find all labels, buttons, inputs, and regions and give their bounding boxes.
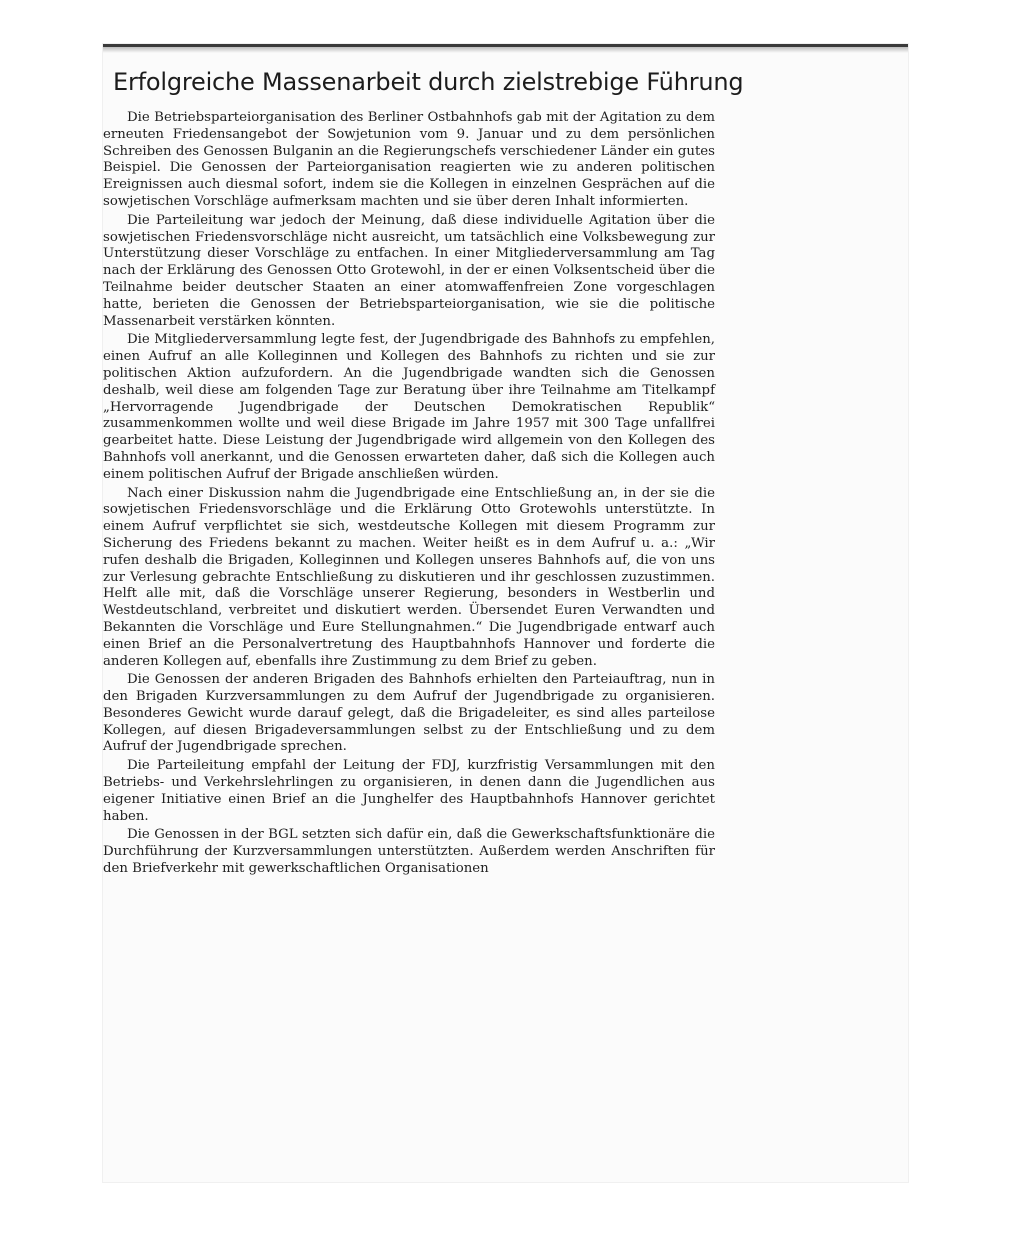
article bbox=[103, 68, 744, 880]
paragraph-6: Die Parteileitung empfahl der Leitung der FDJ, kurzfristig Versammlungen mit den Betriebs- und Verkehrslehrlingen zu organisieren, in denen dann die Jugendlichen aus eigener Initiative einen Brief an die Junghelfer des Hauptbahnhofs Hannover gerichtet haben. bbox=[103, 758, 715, 824]
article-title: Erfolgreiche Massenarbeit durch zielstrebige Führung bbox=[113, 68, 744, 96]
paragraph-4: Nach einer Diskussion nahm die Jugendbrigade eine Entschließung an, in der sie die sowjetischen Friedensvorschläge und die Erklärung Otto Grotewohls unterstützte. In einem Aufruf verpflichtet sie sich, westdeutsche Kollegen mit diesem Programm zur Sicherung des Friedens bekannt zu machen. Weiter heißt es in dem Aufruf u. a.: „Wir rufen deshalb die Brigaden, Kolleginnen und Kollegen unseres Bahnhofs auf, die von uns zur Verlesung gebrachte Entschließung zu diskutieren und ihr geschlossen zuzustimmen. Helft alle mit, daß die Vorschläge unserer Regierung, besonders in Westberlin und Westdeutschland, verbreitet und diskutiert werden. Übersendet Euren Verwandten und Bekannten die Vorschläge und Eure Stellungnahmen.“ Die Jugendbrigade entwarf auch einen Brief an die Personalvertretung des Hauptbahnhofs Hannover und forderte die anderen Kollegen auf, ebenfalls ihre Zustimmung zu dem Brief zu geben. bbox=[103, 485, 715, 669]
page-top-edge bbox=[103, 47, 908, 53]
paragraph-2: Die Parteileitung war jedoch der Meinung, daß diese individuelle Agitation über die sowjetischen Friedensvorschläge nicht ausreicht, um tatsächlich eine Volksbewegung zur Unterstützung dieser Vorschläge zu entfachen. In einer Mitgliederversammlung am Tag nach der Erklärung des Genossen Otto Grotewohl, in der er einen Volksentscheid über die Teilnahme beider deutscher Staaten an einer atomwaffenfreien Zone vorgeschlagen hatte, berieten die Genossen der Betriebsparteiorganisation, wie sie die politische Massenarbeit verstärken könnten. bbox=[103, 212, 715, 329]
paragraph-1: Die Betriebsparteiorganisation des Berliner Ostbahnhofs gab mit der Agitation zu dem erneuten Friedensangebot der Sowjetunion vom 9. Januar und zu dem persönlichen Schreiben des Genossen Bulganin an die Regierungschefs verschiedener Länder ein gutes Beispiel. Die Genossen der Parteiorganisation reagierten wie zu anderen politischen Ereignissen auch diesmal sofort, indem sie die Kollegen in einzelnen Gesprächen auf die sowjetischen Vorschläge aufmerksam machten und sie über deren Inhalt informierten. bbox=[103, 110, 715, 209]
paragraph-7: Die Genossen in der BGL setzten sich dafür ein, daß die Gewerkschaftsfunktionäre die Durchführung der Kurzversammlungen unterstützten. Außerdem werden Anschriften für den Briefverkehr mit gewerkschaftlichen Organisationen bbox=[103, 827, 715, 877]
paragraph-3: Die Mitgliederversammlung legte fest, der Jugendbrigade des Bahnhofs zu empfehlen, einen Aufruf an alle Kolleginnen und Kollegen des Bahnhofs zu richten und sie zur politischen Aktion aufzufordern. An die Jugendbrigade wandten sich die Genossen deshalb, weil diese am folgenden Tage zur Beratung über ihre Teilnahme am Titelkampf „Hervorragende Jugendbrigade der Deutschen Demokratischen Republik“ zusammenkommen wollte und weil diese Brigade im Jahre 1957 mit 300 Tage unfallfrei gearbeitet hatte. Diese Leistung der Jugendbrigade wird allgemein von den Kollegen des Bahnhofs voll anerkannt, und die Genossen erwarteten daher, daß sich die Kollegen auch einem politischen Aufruf der Brigade anschließen würden. bbox=[103, 332, 715, 482]
paragraph-5: Die Genossen der anderen Brigaden des Bahnhofs erhielten den Parteiauftrag, nun in den Brigaden Kurzversammlungen zu dem Aufruf der Jugendbrigade zu organisieren. Besonderes Gewicht wurde darauf gelegt, daß die Brigadeleiter, es sind alles parteilose Kollegen, auf diesen Brigadeversammlungen selbst zu der Entschließung und zu dem Aufruf der Jugendbrigade sprechen. bbox=[103, 672, 715, 755]
